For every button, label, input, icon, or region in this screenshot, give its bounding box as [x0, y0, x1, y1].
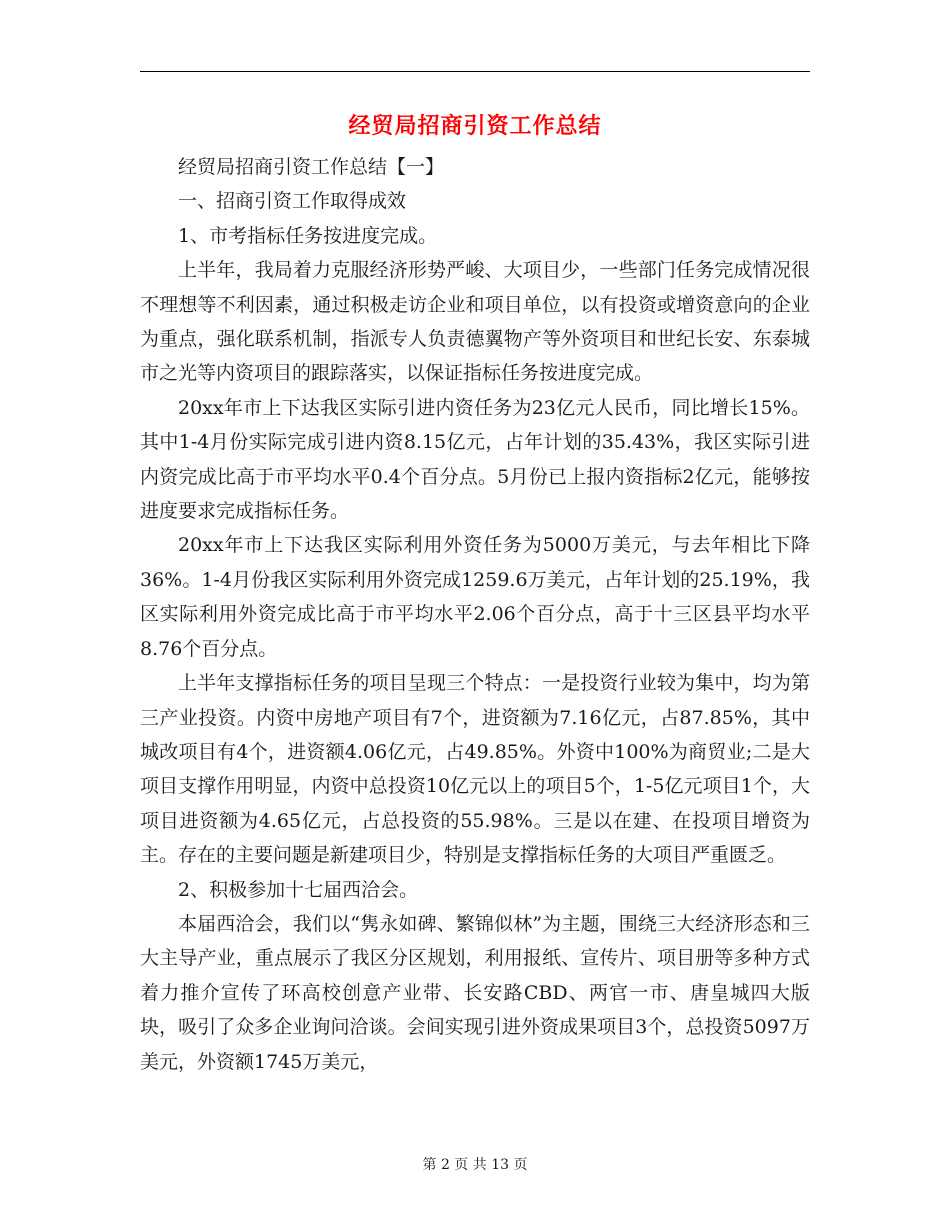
header-rule: [140, 71, 810, 72]
document-title: 经贸局招商引资工作总结: [348, 113, 602, 139]
subsection-heading: 一、招商引资工作取得成效: [178, 190, 407, 213]
page-number: 第 2 页 共 13 页: [422, 1157, 528, 1173]
body-paragraph: 上半年，我局着力克服经济形势严峻、大项目少，一些部门任务完成情况很不理想等不利因素，通过积极走访企业和项目单位，以有投资或增资意向的企业为重点，强化联系机制，指派专人负责德翼物产等外资项目和世纪长安、东泰城市之光等内资项目的跟踪落实，以保证指标任务按进度完成。: [140, 259, 810, 385]
body-paragraph: 本届西洽会，我们以“隽永如碑、繁锦似林”为主题，围绕三大经济形态和三大主导产业，重点展示了我区分区规划，利用报纸、宣传片、项目册等多种方式着力推介宣传了环高校创意产业带、长安路CBD、两官一市、唐皇城四大版块，吸引了众多企业询问洽谈。会间实现引进外资成果项目3个，总投资5097万美元，外资额1745万美元，: [140, 912, 810, 1073]
document-body: [140, 150, 810, 1079]
item-heading: 1、市考指标任务按进度完成。: [178, 224, 438, 247]
body-paragraph: 20xx年市上下达我区实际利用外资任务为5000万美元，与去年相比下降36%。1-4月份我区实际利用外资完成1259.6万美元，占年计划的25.19%，我区实际利用外资完成比高于市平均水平2.06个百分点，高于十三区县平均水平8.76个百分点。: [140, 534, 810, 660]
section-heading: 经贸局招商引资工作总结【一】: [178, 156, 445, 178]
body-paragraph: 20xx年市上下达我区实际引进内资任务为23亿元人民币，同比增长15%。其中1-4月份实际完成引进内资8.15亿元，占年计划的35.43%，我区实际引进内资完成比高于市平均水平0.4个百分点。5月份已上报内资指标2亿元，能够按进度要求完成指标任务。: [140, 396, 810, 523]
body-paragraph: 上半年支撑指标任务的项目呈现三个特点：一是投资行业较为集中，均为第三产业投资。内资中房地产项目有7个，进资额为7.16亿元，占87.85%，其中城改项目有4个，进资额4.06亿元，占49.85%。外资中100%为商贸业;二是大项目支撑作用明显，内资中总投资10亿元以上的项目5个，1-5亿元项目1个，大项目进资额为4.65亿元，占总投资的55.98%。三是以在建、在投项目增资为主。存在的主要问题是新建项目少，特别是支撑指标任务的大项目严重匮乏。: [140, 672, 810, 867]
item-heading: 2、积极参加十七届西洽会。: [178, 878, 419, 901]
